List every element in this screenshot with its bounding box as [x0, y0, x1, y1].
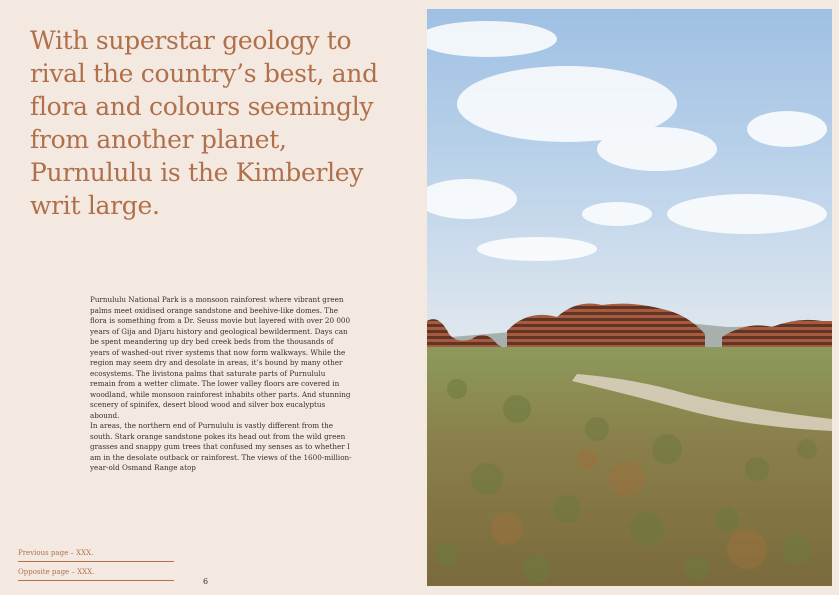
landscape-illustration	[427, 9, 832, 586]
body-text	[90, 295, 352, 474]
footnotes	[18, 546, 174, 581]
footnote-previous-page: Previous page – XXX.	[18, 546, 174, 562]
footnote-opposite-page: Opposite page – XXX.	[18, 565, 174, 581]
body-paragraph-2: In areas, the northern end of Purnululu is vastly different from the south. Stark orange sandstone pokes its head out from the wild green grasses and snappy gum trees that confused my senses as to whether I am in the desolate outback or rainforest. The views of the 1600-million-year-old Osmand Range atop	[90, 421, 352, 472]
page-number: 6	[203, 577, 209, 586]
body-paragraph-1: Purnululu National Park is a monsoon rainforest where vibrant green palms meet oxidised orange sandstone and beehive-like domes. The flora is something from a Dr. Seuss movie but layered with over 20 000 years of Gija and Djaru history and geological bewilderment. Days can be spent meandering up dry bed creek beds from the thousands of years of washed-out river systems that now form walkways. While the region may seem dry and desolate in areas, it’s bound by many other ecosystems. The livistona palms that saturate parts of Purnululu remain from a wetter climate. The lower valley floors are covered in woodland, while monsoon rainforest inhabits other parts. And stunning scenery of spinifex, desert blood wood and silver box eucalyptus abound.	[90, 295, 351, 420]
landscape-photo	[427, 9, 832, 586]
headline: With superstar geology to rival the country’s best, and flora and colours seemingly from another planet, Purnululu is the Kimberley writ large.	[30, 26, 378, 220]
